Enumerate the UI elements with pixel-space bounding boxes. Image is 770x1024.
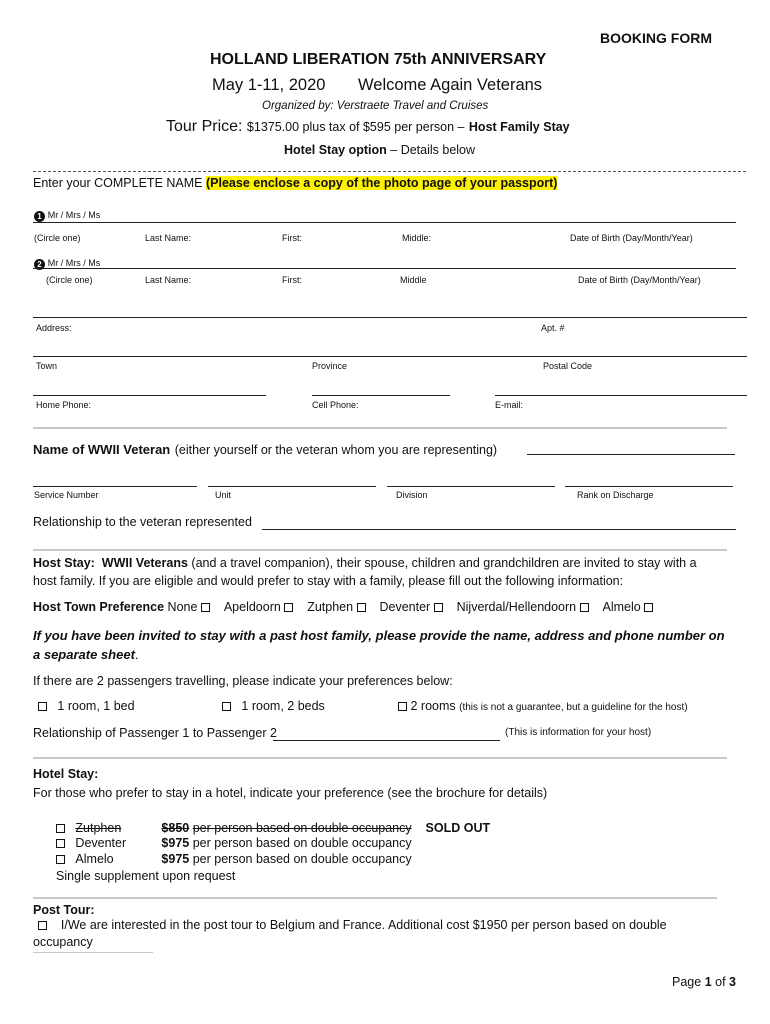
of-word: of [715, 975, 726, 989]
number-two-icon: 2 [34, 259, 45, 270]
home-phone-line[interactable] [33, 395, 266, 396]
relationship-veteran-field[interactable] [262, 529, 736, 530]
past-host-line2: a separate sheet [33, 647, 135, 662]
page-total: 3 [729, 975, 736, 989]
person2-circle-one: (Circle one) [46, 275, 93, 285]
host-stay-label: Host Stay: [33, 556, 95, 570]
province-label: Province [312, 361, 348, 371]
room-note: (this is not a guarantee, but a guideline for the host) [459, 702, 688, 713]
host-family-stay-label: Host Family Stay [468, 120, 570, 134]
section-divider [33, 952, 153, 953]
person1-title: Mr / Mrs / Ms [47, 210, 101, 220]
room-option-2-label: 1 room, 2 beds [241, 699, 325, 713]
past-host-line2-row: a separate sheet. [33, 647, 139, 662]
post-tour-label: Post Tour: [33, 903, 95, 917]
person2-middle-label: Middle [400, 275, 427, 285]
service-number-line[interactable] [33, 486, 197, 487]
tour-price-label: Tour Price: [166, 118, 243, 135]
page-number [672, 975, 736, 989]
division-label: Division [396, 490, 428, 500]
town-label: Town [36, 361, 58, 371]
checkbox-hotel-deventer[interactable] [56, 839, 65, 848]
hotel-almelo-desc: per person based on double occupancy [192, 852, 412, 866]
town-option-deventer: Deventer [379, 600, 431, 614]
person1-first-label: First: [282, 233, 302, 243]
cell-phone-label: Cell Phone: [312, 400, 359, 410]
checkbox-nijverdal[interactable] [580, 603, 589, 612]
section-divider [33, 549, 727, 551]
person2-name-line[interactable] [33, 268, 736, 269]
section-divider [33, 171, 746, 172]
organized-by: Organized by: Verstraete Travel and Cruises [262, 100, 489, 112]
person1-dob-label: Date of Birth (Day/Month/Year) [570, 233, 693, 243]
checkbox-deventer[interactable] [434, 603, 443, 612]
hotel-zutphen-town: Zutphen [75, 821, 122, 835]
town-option-zutphen: Zutphen [307, 600, 354, 614]
checkbox-none[interactable] [201, 603, 210, 612]
room-option-1-label: 1 room, 1 bed [57, 699, 135, 713]
person2-last-name-label: Last Name: [145, 275, 192, 285]
booking-form-label: BOOKING FORM [600, 30, 712, 46]
tour-price-value: $1375.00 plus tax of $595 per person – [246, 120, 465, 134]
hotel-zutphen-price: $850 [161, 821, 190, 835]
person1-last-name-label: Last Name: [145, 233, 192, 243]
town-line[interactable] [33, 356, 747, 357]
town-option-none: None [167, 600, 198, 614]
hotel-deventer-price: $975 [161, 836, 190, 850]
relationship-pp-field[interactable] [273, 740, 500, 741]
veteran-name-note: (either yourself or the veteran whom you are representing) [174, 443, 498, 457]
passengers-line: If there are 2 passengers travelling, please indicate your preferences below: [33, 674, 453, 688]
name-instruction: Enter your COMPLETE NAME [33, 176, 203, 190]
section-divider [33, 427, 727, 429]
host-town-preference-row [33, 600, 653, 614]
relationship-pp-note: (This is information for your host) [505, 727, 652, 738]
service-number-label: Service Number [34, 490, 99, 500]
email-line[interactable] [495, 395, 747, 396]
checkbox-almelo[interactable] [644, 603, 653, 612]
welcome-text: Welcome Again Veterans [358, 76, 543, 94]
veteran-name-field[interactable] [527, 454, 735, 455]
relationship-pp-label: Relationship of Passenger 1 to Passenger 2 [33, 726, 277, 740]
person2-first-label: First: [282, 275, 302, 285]
details-below-text: – Details below [390, 143, 476, 157]
hotel-stay-option-label: Hotel Stay option [284, 143, 387, 157]
person1-name-line[interactable] [33, 222, 736, 223]
page-word: Page [672, 975, 702, 989]
veteran-name-label: Name of WWII Veteran [33, 442, 171, 457]
checkbox-2-rooms[interactable] [398, 702, 407, 711]
number-one-icon: 1 [34, 211, 45, 222]
room-option-2 [222, 699, 325, 713]
room-option-3-label: 2 rooms [410, 699, 456, 713]
tour-price-line [166, 118, 570, 136]
hotel-deventer-desc: per person based on double occupancy [192, 836, 412, 850]
person2-dob-label: Date of Birth (Day/Month/Year) [578, 275, 701, 285]
town-option-apeldoorn: Apeldoorn [223, 600, 281, 614]
single-supplement: Single supplement upon request [56, 869, 236, 883]
hotel-almelo-town: Almelo [75, 852, 114, 866]
page-current: 1 [704, 975, 712, 989]
town-option-almelo: Almelo [602, 600, 641, 614]
past-host-line1: If you have been invited to stay with a past host family, please provide the name, address and phone number on [33, 628, 725, 643]
hotel-option-deventer [56, 836, 412, 850]
host-town-preference-label: Host Town Preference [33, 600, 165, 614]
checkbox-hotel-zutphen[interactable] [56, 824, 65, 833]
person1-middle-label: Middle: [402, 233, 432, 243]
address-label: Address: [36, 323, 72, 333]
rank-label: Rank on Discharge [577, 490, 654, 500]
post-tour-line2: occupancy [33, 935, 93, 949]
person2-title: Mr / Mrs / Ms [47, 258, 101, 268]
checkbox-1-room-1-bed[interactable] [38, 702, 47, 711]
hotel-almelo-price: $975 [161, 852, 190, 866]
person1-circle-one: (Circle one) [34, 233, 81, 243]
host-stay-line1-rest: (and a travel companion), their spouse, children and grandchildren are invited to stay with a [191, 556, 697, 570]
hotel-zutphen-status: SOLD OUT [425, 821, 491, 835]
hotel-deventer-town: Deventer [75, 836, 127, 850]
section-divider [33, 757, 727, 759]
veteran-name-row [33, 441, 497, 459]
wwii-veterans-label: WWII Veterans [101, 556, 188, 570]
passport-note: (Please enclose a copy of the photo page of your passport) [205, 176, 558, 190]
host-stay-line1 [33, 556, 697, 570]
checkbox-hotel-almelo[interactable] [56, 855, 65, 864]
cell-phone-line[interactable] [312, 395, 450, 396]
relationship-veteran-label: Relationship to the veteran represented [33, 515, 252, 529]
hotel-option-line [284, 143, 475, 157]
host-stay-line2: host family. If you are eligible and would prefer to stay with a family, please fill out the following information: [33, 574, 624, 588]
unit-label: Unit [215, 490, 232, 500]
hotel-zutphen-desc: per person based on double occupancy [192, 821, 412, 835]
postal-code-label: Postal Code [543, 361, 593, 371]
checkbox-1-room-2-beds[interactable] [222, 702, 231, 711]
post-tour-line1: I/We are interested in the post tour to Belgium and France. Additional cost $1950 per person based on double [60, 918, 667, 932]
checkbox-apeldoorn[interactable] [284, 603, 293, 612]
unit-line[interactable] [208, 486, 376, 487]
page-title: HOLLAND LIBERATION 75th ANNIVERSARY [210, 51, 547, 68]
post-tour-line1-row [38, 918, 667, 932]
event-dates: May 1-11, 2020 [212, 76, 326, 94]
hotel-stay-intro: For those who prefer to stay in a hotel, indicate your preference (see the brochure for details) [33, 786, 548, 800]
apt-label: Apt. # [541, 323, 565, 333]
checkbox-zutphen[interactable] [357, 603, 366, 612]
checkbox-post-tour[interactable] [38, 921, 47, 930]
room-option-3 [398, 699, 688, 713]
address-line[interactable] [33, 317, 747, 318]
section-divider [33, 897, 717, 899]
room-option-1 [38, 699, 135, 713]
rank-line[interactable] [565, 486, 733, 487]
email-label: E-mail: [495, 400, 524, 410]
division-line[interactable] [387, 486, 555, 487]
person1-title-row [34, 210, 100, 222]
town-option-nijverdal: Nijverdal/Hellendoorn [456, 600, 577, 614]
hotel-stay-label: Hotel Stay: [33, 767, 99, 781]
name-instruction-line [33, 176, 557, 190]
hotel-option-zutphen [56, 821, 490, 835]
home-phone-label: Home Phone: [36, 400, 92, 410]
hotel-option-almelo [56, 852, 412, 866]
